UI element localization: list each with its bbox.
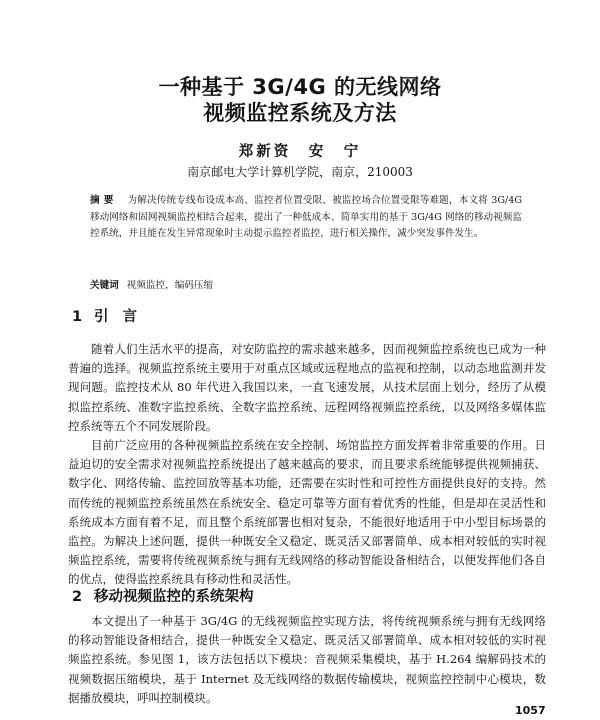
abstract-text: 为解决传统专线布设成本高、监控者位置受限、被监控场合位置受限等难题，本文将 3G/4G 移动网络和固网视频监控相结合起来，提出了一种低成本、简单实用的基于 3G/4G 网络的移动视频监控系统，并且能在发生异常现象时主动提示监控者监控，进行相关操作，减少突发事件发生。: [90, 195, 522, 239]
section-title: 引言: [94, 309, 151, 325]
paragraph-1-2: 目前广泛应用的各种视频监控系统在安全控制、场馆监控方面发挥着非常重要的作用。日益迫切的安全需求对视频监控系统提出了越来越高的要求，而且要求系统能够提供视频捕获、数字化、网络传输、监控回放等基本功能，还需要在实时性和可控性方面提供良好的支持。然而传统的视频监控系统虽然在系统安全、稳定可靠等方面有着优秀的性能，但是却在灵活性和系统成本方面有着不足，而且整个系统部署也相对复杂，不能很好地适用于中小型目标场景的监控。为解决上述问题，提供一种既安全又稳定、既灵活又部署简单、成本相对较低的实时视频监控系统，需要将传统视频系统与拥有无线网络的移动智能设备相结合，以便发挥他们各自的优点，使得监控系统具有移动性和灵活性。: [68, 438, 546, 587]
paragraph-1-1: 随着人们生活水平的提高，对安防监控的需求越来越多，因而视频监控系统也已成为一种普遍的选择。视频监控系统主要用于对重点区域或远程地点的监视和控制，以动态地监测并发现问题。监控技术从 80 年代进入我国以来，一直飞速发展，从技术层面上划分，经历了从模拟监控系统、准数字监控系统、全数字监控系统、远程网络视频监控系统，以及网络多媒体监控系统等五个不同发展阶段。: [68, 342, 546, 433]
section-title: 移动视频监控的系统架构: [94, 589, 254, 605]
paper-title-line-1: 一种基于 3G/4G 的无线网络: [158, 75, 442, 99]
section-heading-2: [72, 585, 254, 606]
section-number: 1: [72, 309, 83, 325]
section-heading-1: [72, 305, 151, 326]
paper-title-line-2: 视频监控系统及方法: [203, 101, 397, 125]
page-number: 1057: [515, 704, 546, 717]
abstract-label: 摘要: [90, 195, 118, 206]
keywords-text: 视频监控，编码压缩: [126, 280, 214, 291]
authors: 郑新资 安 宁: [238, 143, 362, 160]
keywords: [90, 277, 522, 291]
abstract: [90, 193, 522, 243]
keywords-label: 关键词: [90, 280, 119, 291]
affiliation: 南京邮电大学计算机学院，南京，210003: [187, 165, 413, 179]
paragraph-2-1: 本文提出了一种基于 3G/4G 的无线视频监控实现方法，将传统视频系统与拥有无线网络的移动智能设备相结合，提供一种既安全又稳定、既灵活又部署简单、成本相对较低的实时视频监控系统。参见图 1，该方法包括以下模块：音视频采集模块，基于 H.264 编解码技术的视频数据压缩模块，基于 Internet 及无线网络的数据传输模块，视频监控控制中心模块，数据播放模块，呼叫控制模块。: [68, 614, 546, 705]
section-number: 2: [72, 589, 83, 605]
